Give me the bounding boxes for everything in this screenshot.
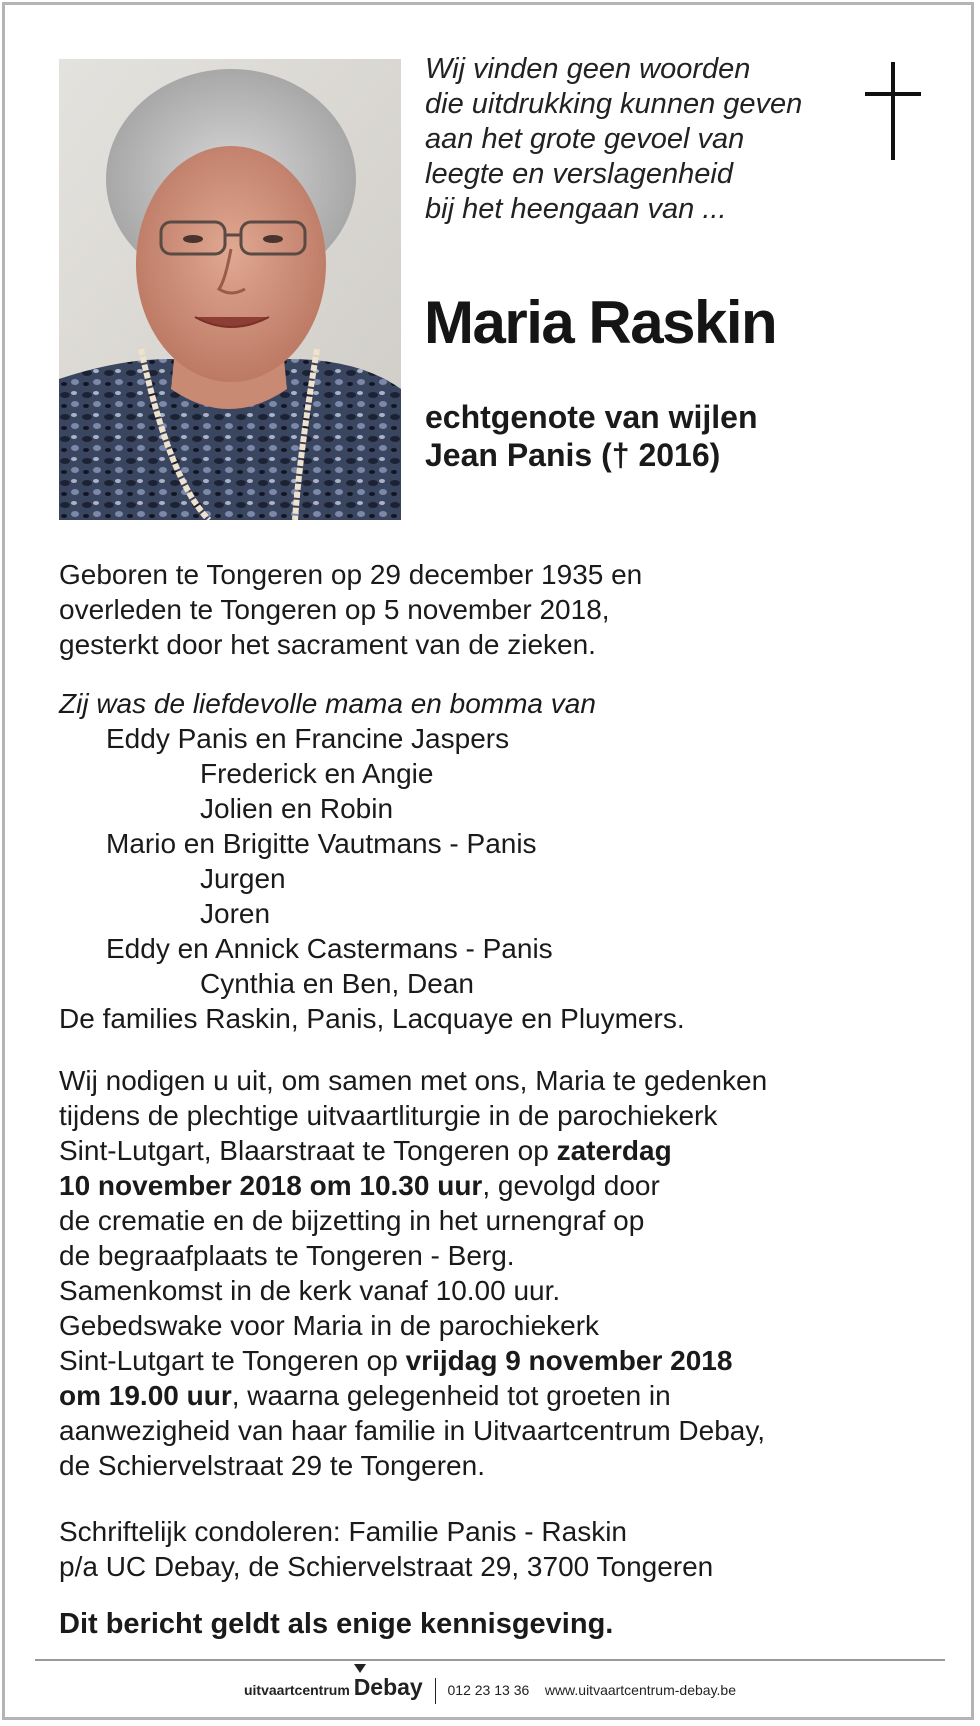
intro-text bbox=[425, 52, 845, 227]
family-heading: Zij was de liefdevolle mama en bomma van bbox=[59, 688, 596, 719]
footer bbox=[0, 1674, 980, 1704]
grandchild-name: Joren bbox=[200, 898, 271, 929]
invite-text: Sint-Lutgart, Blaarstraat te Tongeren op bbox=[59, 1135, 557, 1166]
intro-line: die uitdrukking kunnen geven bbox=[425, 88, 803, 120]
families-line: De families Raskin, Panis, Lacquaye en Pluymers. bbox=[59, 1003, 685, 1034]
child-name: Mario en Brigitte Vautmans - Panis bbox=[106, 828, 537, 859]
footer-divider bbox=[35, 1659, 945, 1661]
child-name: Eddy en Annick Castermans - Panis bbox=[106, 933, 553, 964]
invite-text: , waarna gelegenheid tot groeten in bbox=[231, 1380, 671, 1411]
spouse-line: Jean Panis († 2016) bbox=[425, 437, 721, 473]
intro-line: bij het heengaan van ... bbox=[425, 193, 727, 225]
grandchild-name: Jurgen bbox=[200, 863, 286, 894]
grandchild-name: Cynthia en Ben, Dean bbox=[200, 968, 474, 999]
invite-line: de Schiervelstraat 29 te Tongeren. bbox=[59, 1450, 485, 1481]
invite-line: tijdens de plechtige uitvaartliturgie in de parochiekerk bbox=[59, 1100, 718, 1131]
invite-line bbox=[59, 1378, 767, 1413]
invite-line bbox=[59, 1343, 767, 1378]
birth-line: Geboren te Tongeren op 29 december 1935 en bbox=[59, 559, 643, 590]
birth-death-info bbox=[59, 557, 642, 662]
condolence-line: p/a UC Debay, de Schiervelstraat 29, 3700 Tongeren bbox=[59, 1551, 714, 1582]
birth-line: gesterkt door het sacrament van de zieken. bbox=[59, 629, 596, 660]
wake-time: om 19.00 uur bbox=[59, 1380, 232, 1411]
invite-line bbox=[59, 1168, 767, 1203]
intro-line: aan het grote gevoel van bbox=[425, 123, 745, 155]
footer-website[interactable]: www.uitvaartcentrum-debay.be bbox=[544, 1682, 736, 1698]
deceased-name: Maria Raskin bbox=[424, 289, 777, 356]
brand-name bbox=[354, 1674, 423, 1700]
triangle-icon bbox=[354, 1664, 366, 1673]
invite-text: , gevolgd door bbox=[482, 1170, 660, 1201]
portrait-photo bbox=[59, 59, 401, 520]
invite-line: Gebedswake voor Maria in de parochiekerk bbox=[59, 1310, 600, 1341]
funeral-date-time: 10 november 2018 om 10.30 uur bbox=[59, 1170, 483, 1201]
footer-separator bbox=[435, 1678, 436, 1704]
footer-phone: 012 23 13 36 bbox=[447, 1682, 530, 1698]
condolence-address bbox=[59, 1514, 713, 1584]
spouse-line: echtgenote van wijlen bbox=[425, 399, 758, 435]
invite-line bbox=[59, 1133, 767, 1168]
invite-line: de begraafplaats te Tongeren - Berg. bbox=[59, 1240, 515, 1271]
notice-statement: Dit bericht geldt als enige kennisgeving. bbox=[59, 1608, 614, 1640]
invite-line: aanwezigheid van haar familie in Uitvaartcentrum Debay, bbox=[59, 1415, 766, 1446]
invite-line: de crematie en de bijzetting in het urnengraf op bbox=[59, 1205, 645, 1236]
brand-name-text: Debay bbox=[353, 1674, 423, 1700]
wake-date: vrijdag 9 november 2018 bbox=[405, 1345, 733, 1376]
invite-line: Wij nodigen u uit, om samen met ons, Maria te gedenken bbox=[59, 1065, 768, 1096]
invite-text: Sint-Lutgart te Tongeren op bbox=[59, 1345, 406, 1376]
cross-icon bbox=[865, 62, 921, 160]
funeral-day: zaterdag bbox=[556, 1135, 672, 1166]
child-name: Eddy Panis en Francine Jaspers bbox=[106, 723, 510, 754]
brand-prefix: uitvaartcentrum bbox=[243, 1682, 350, 1698]
invite-line: Samenkomst in de kerk vanaf 10.00 uur. bbox=[59, 1275, 561, 1306]
intro-line: leegte en verslagenheid bbox=[425, 158, 733, 190]
family-list bbox=[59, 686, 685, 1036]
intro-line: Wij vinden geen woorden bbox=[425, 53, 751, 85]
birth-line: overleden te Tongeren op 5 november 2018, bbox=[59, 594, 610, 625]
spouse-info bbox=[425, 398, 758, 474]
funeral-invitation bbox=[59, 1063, 767, 1483]
grandchild-name: Jolien en Robin bbox=[200, 793, 394, 824]
grandchild-name: Frederick en Angie bbox=[200, 758, 434, 789]
condolence-line: Schriftelijk condoleren: Familie Panis - Raskin bbox=[59, 1516, 627, 1547]
